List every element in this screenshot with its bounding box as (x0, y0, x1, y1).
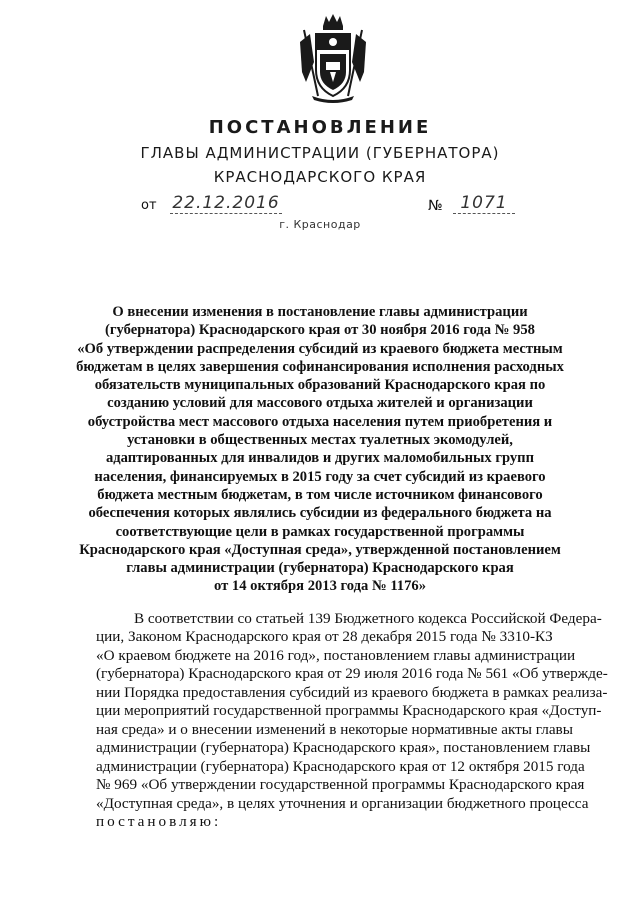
body-line: ции, Законом Краснодарского края от 28 декабря 2015 года № 3310-КЗ (96, 628, 553, 646)
body-line: «Доступная среда», в целях уточнения и организации бюджетного процесса (96, 794, 589, 812)
body-line: нии Порядка предоставления субсидий из краевого бюджета в рамках реализа- (96, 683, 608, 701)
subject-line: (губернатора) Краснодарского края от 30 ноября 2016 года № 958 (105, 322, 535, 339)
subject-line: адаптированных для инвалидов и других маломобильных групп (105, 450, 534, 467)
body-line: администрации (губернатора) Краснодарского края от 12 октября 2015 года (96, 757, 585, 775)
document-body (96, 610, 608, 831)
subject-line: созданию условий для массового отдыха жителей и организации (107, 395, 533, 412)
subject-line: бюджетам в целях завершения софинансирования исполнения расходных (76, 358, 564, 375)
coat-of-arms-icon (296, 12, 370, 104)
subject-line: Краснодарского края «Доступная среда», утвержденной постановлением (79, 541, 561, 558)
subject-line: обеспечения которых являлись субсидии из федерального бюджета на (88, 505, 552, 522)
body-line: В соответствии со статьей 139 Бюджетного кодекса Российской Федера- (134, 610, 602, 627)
city-label: г. Краснодар (279, 218, 361, 231)
subject-line: соответствующие цели в рамках государственной программы (115, 523, 525, 540)
body-line: ции мероприятий государственной программы Краснодарского края «Доступ- (96, 702, 602, 720)
body-line: «О краевом бюджете на 2016 год», постановлением главы администрации (96, 646, 576, 664)
subject-line: обустройства мест массового отдыха населения путем приобретения и (87, 413, 553, 430)
resolution-word: постановляю: (96, 812, 222, 830)
issuer-line: ГЛАВЫ АДМИНИСТРАЦИИ (ГУБЕРНАТОРА) (140, 144, 500, 162)
number-label: № (428, 198, 443, 214)
region-line: КРАСНОДАРСКОГО КРАЯ (213, 168, 427, 186)
document-type-title: ПОСТАНОВЛЕНИЕ (208, 117, 432, 138)
subject-line: обязательств муниципальных образований Краснодарского края по (94, 377, 546, 394)
body-line: № 969 «Об утверждении государственной программы Краснодарского края (96, 776, 585, 794)
subject-line: от 14 октября 2013 года № 1176» (214, 578, 426, 595)
document-subject (70, 303, 570, 596)
date-label: от (141, 198, 157, 213)
document-date: 22.12.2016 (170, 193, 282, 214)
body-line: ная среда» и о внесении изменений в некоторые нормативные акты главы (96, 720, 573, 738)
subject-line: «Об утверждении распределения субсидий из краевого бюджета местным (77, 340, 563, 357)
body-line: (губернатора) Краснодарского края от 29 июля 2016 года № 561 «Об утвержде- (96, 665, 608, 683)
subject-line: бюджета местным бюджетам, в том числе источником финансового (97, 486, 543, 503)
document-number: 1071 (453, 193, 515, 214)
subject-line: установки в общественных местах туалетных экомодулей, (127, 432, 513, 449)
subject-line: О внесении изменения в постановление главы администрации (112, 304, 528, 320)
subject-line: главы администрации (губернатора) Краснодарского края (126, 560, 514, 577)
body-line: администрации (губернатора) Краснодарского края», постановлением главы (96, 739, 591, 757)
subject-line: населения, финансируемых в 2015 году за счет субсидий из краевого (94, 468, 546, 485)
